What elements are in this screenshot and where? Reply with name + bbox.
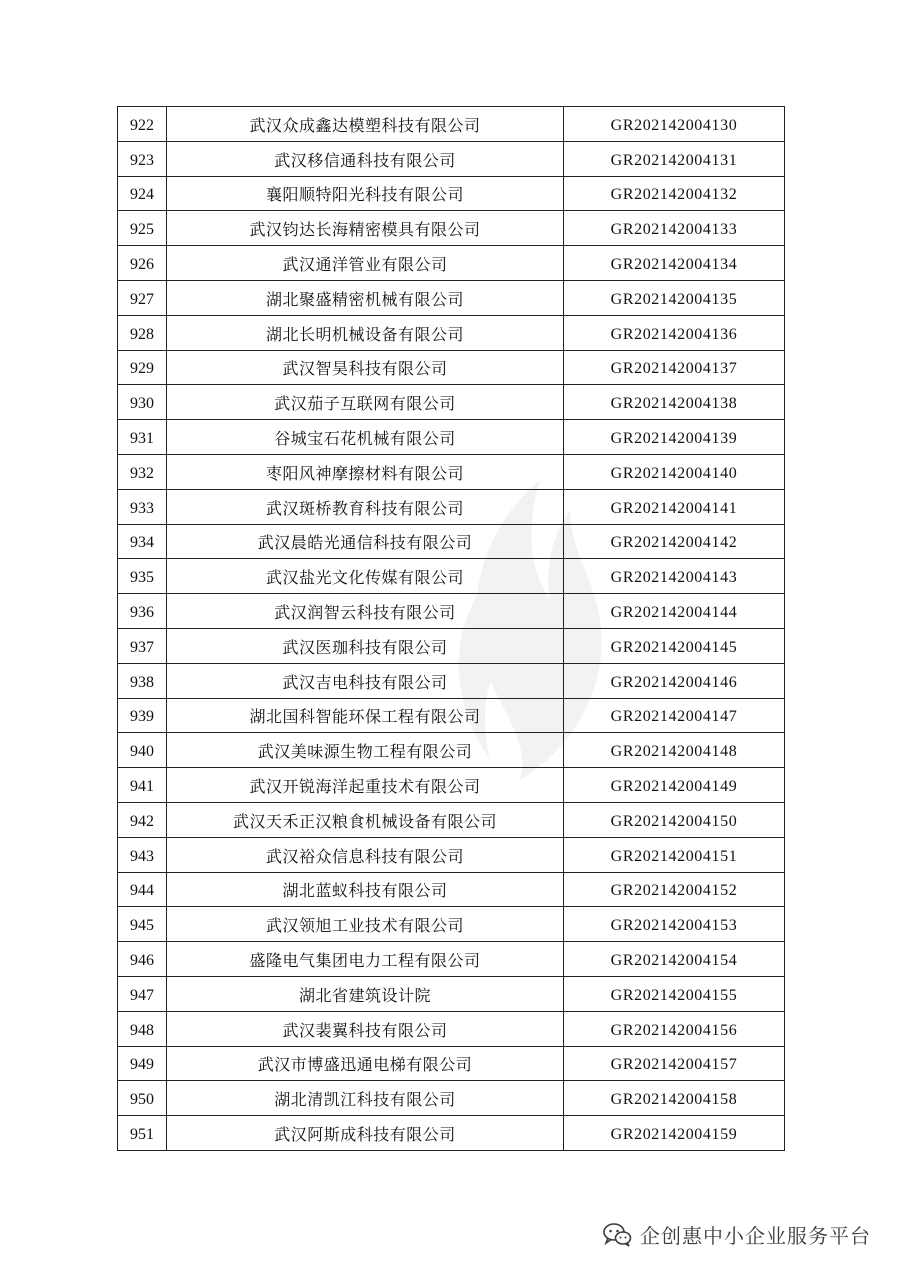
row-number-cell <box>118 280 167 315</box>
row-number-cell <box>118 698 167 733</box>
company-name-cell-text: 湖北聚盛精密机械有限公司 <box>265 289 464 309</box>
company-name-cell <box>167 176 564 211</box>
row-number-cell-text: 937 <box>130 638 154 656</box>
row-number-cell-text: 943 <box>130 847 154 865</box>
row-number-cell-text: 942 <box>130 812 154 830</box>
row-number-cell-text: 934 <box>130 534 154 552</box>
certificate-code-cell <box>564 768 785 803</box>
row-number-cell <box>118 350 167 385</box>
certificate-code-cell <box>564 837 785 872</box>
company-name-cell <box>167 107 564 142</box>
row-number-cell <box>118 454 167 489</box>
company-name-cell <box>167 802 564 837</box>
company-name-cell-text: 武汉移信通科技有限公司 <box>274 150 456 170</box>
certificate-code-cell-text: GR202142004137 <box>610 360 738 378</box>
company-name-cell-text: 武汉医珈科技有限公司 <box>282 637 448 657</box>
company-name-cell <box>167 141 564 176</box>
company-name-cell <box>167 942 564 977</box>
company-name-cell <box>167 489 564 524</box>
row-number-cell <box>118 420 167 455</box>
certificate-code-cell-text: GR202142004150 <box>610 812 738 830</box>
table-row <box>118 420 785 455</box>
certificate-code-cell <box>564 350 785 385</box>
company-name-cell <box>167 420 564 455</box>
company-name-cell <box>167 768 564 803</box>
certificate-code-cell <box>564 698 785 733</box>
certificate-code-cell <box>564 1116 785 1151</box>
row-number-cell-text: 935 <box>130 569 154 587</box>
certificate-code-cell <box>564 211 785 246</box>
row-number-cell-text: 932 <box>130 464 154 482</box>
table-row <box>118 1011 785 1046</box>
table-row <box>118 315 785 350</box>
certificate-code-cell <box>564 1081 785 1116</box>
company-name-cell <box>167 385 564 420</box>
row-number-cell-text: 950 <box>130 1091 154 1109</box>
table-row <box>118 211 785 246</box>
company-table <box>117 106 785 1151</box>
certificate-code-cell <box>564 1046 785 1081</box>
company-name-cell-text: 武汉领旭工业技术有限公司 <box>265 916 464 936</box>
certificate-code-cell-text: GR202142004144 <box>610 604 738 622</box>
certificate-code-cell <box>564 733 785 768</box>
row-number-cell-text: 941 <box>130 778 154 796</box>
row-number-cell <box>118 176 167 211</box>
table-row <box>118 176 785 211</box>
certificate-code-cell <box>564 1011 785 1046</box>
company-name-cell-text: 武汉众成鑫达模塑科技有限公司 <box>249 115 481 135</box>
company-name-cell-text: 武汉盐光文化传媒有限公司 <box>265 568 464 588</box>
certificate-code-cell-text: GR202142004141 <box>610 499 738 517</box>
company-name-cell-text: 武汉斑桥教育科技有限公司 <box>265 498 464 518</box>
table-row <box>118 385 785 420</box>
row-number-cell-text: 929 <box>130 360 154 378</box>
certificate-code-cell-text: GR202142004130 <box>610 116 738 134</box>
company-name-cell-text: 武汉晨皓光通信科技有限公司 <box>257 533 473 553</box>
row-number-cell-text: 947 <box>130 986 154 1004</box>
company-name-cell-text: 武汉天禾正汉粮食机械设备有限公司 <box>232 811 497 831</box>
company-name-cell <box>167 350 564 385</box>
certificate-code-cell-text: GR202142004132 <box>610 186 738 204</box>
row-number-cell-text: 946 <box>130 952 154 970</box>
table-row <box>118 594 785 629</box>
certificate-code-cell-text: GR202142004154 <box>610 952 738 970</box>
table-row <box>118 489 785 524</box>
brand-text: 企创惠中小企业服务平台 <box>640 1224 871 1248</box>
certificate-code-cell <box>564 246 785 281</box>
row-number-cell <box>118 976 167 1011</box>
row-number-cell <box>118 489 167 524</box>
row-number-cell-text: 944 <box>130 882 154 900</box>
company-name-cell <box>167 315 564 350</box>
certificate-code-cell-text: GR202142004145 <box>610 638 738 656</box>
certificate-code-cell-text: GR202142004159 <box>610 1126 738 1143</box>
certificate-code-cell <box>564 628 785 663</box>
table-row <box>118 350 785 385</box>
certificate-code-cell <box>564 280 785 315</box>
certificate-code-cell-text: GR202142004131 <box>610 151 738 169</box>
row-number-cell <box>118 942 167 977</box>
certificate-code-cell-text: GR202142004133 <box>610 221 738 239</box>
company-name-cell <box>167 246 564 281</box>
company-name-cell <box>167 454 564 489</box>
company-name-cell-text: 枣阳风神摩擦材料有限公司 <box>265 463 464 483</box>
company-name-cell-text: 湖北蓝蚁科技有限公司 <box>282 881 448 901</box>
company-name-cell <box>167 872 564 907</box>
certificate-code-cell-text: GR202142004155 <box>610 986 738 1004</box>
certificate-code-cell <box>564 524 785 559</box>
certificate-code-cell-text: GR202142004139 <box>610 430 738 448</box>
certificate-code-cell <box>564 802 785 837</box>
company-name-cell-text: 襄阳顺特阳光科技有限公司 <box>265 185 464 205</box>
row-number-cell <box>118 315 167 350</box>
company-name-cell <box>167 733 564 768</box>
table-row <box>118 559 785 594</box>
certificate-code-cell-text: GR202142004148 <box>610 743 738 761</box>
company-name-cell <box>167 976 564 1011</box>
company-name-cell-text: 湖北清凯江科技有限公司 <box>274 1090 456 1110</box>
company-name-cell-text: 武汉钧达长海精密模具有限公司 <box>249 220 481 240</box>
certificate-code-cell <box>564 594 785 629</box>
company-name-cell-text: 武汉智昊科技有限公司 <box>282 359 448 379</box>
row-number-cell <box>118 594 167 629</box>
company-name-cell-text: 武汉润智云科技有限公司 <box>274 603 456 623</box>
certificate-code-cell-text: GR202142004142 <box>610 534 738 552</box>
row-number-cell <box>118 1081 167 1116</box>
company-name-cell <box>167 698 564 733</box>
company-name-cell <box>167 594 564 629</box>
row-number-cell <box>118 872 167 907</box>
company-name-cell-text: 武汉阿斯成科技有限公司 <box>274 1125 456 1144</box>
row-number-cell <box>118 802 167 837</box>
company-name-cell <box>167 211 564 246</box>
row-number-cell-text: 931 <box>130 430 154 448</box>
certificate-code-cell-text: GR202142004151 <box>610 847 738 865</box>
table-row <box>118 976 785 1011</box>
company-name-cell <box>167 1011 564 1046</box>
row-number-cell <box>118 768 167 803</box>
certificate-code-cell <box>564 141 785 176</box>
certificate-code-cell-text: GR202142004135 <box>610 290 738 308</box>
row-number-cell-text: 922 <box>130 116 154 134</box>
row-number-cell <box>118 211 167 246</box>
row-number-cell-text: 945 <box>130 917 154 935</box>
table-row <box>118 663 785 698</box>
row-number-cell-text: 939 <box>130 708 154 726</box>
row-number-cell-text: 927 <box>130 290 154 308</box>
company-name-cell-text: 武汉通洋管业有限公司 <box>282 255 448 275</box>
table-row <box>118 107 785 142</box>
certificate-code-cell <box>564 489 785 524</box>
certificate-code-cell <box>564 454 785 489</box>
row-number-cell-text: 926 <box>130 256 154 274</box>
table-row <box>118 837 785 872</box>
row-number-cell <box>118 663 167 698</box>
company-name-cell <box>167 837 564 872</box>
certificate-code-cell <box>564 176 785 211</box>
row-number-cell-text: 930 <box>130 395 154 413</box>
certificate-code-cell <box>564 942 785 977</box>
company-name-cell <box>167 628 564 663</box>
certificate-code-cell-text: GR202142004136 <box>610 325 738 343</box>
company-name-cell-text: 武汉裴翼科技有限公司 <box>282 1020 448 1040</box>
row-number-cell <box>118 907 167 942</box>
row-number-cell-text: 933 <box>130 499 154 517</box>
row-number-cell <box>118 385 167 420</box>
certificate-code-cell <box>564 872 785 907</box>
table-row <box>118 802 785 837</box>
table-row <box>118 698 785 733</box>
company-name-cell-text: 武汉吉电科技有限公司 <box>282 672 448 692</box>
certificate-code-cell-text: GR202142004143 <box>610 569 738 587</box>
row-number-cell <box>118 524 167 559</box>
certificate-code-cell-text: GR202142004138 <box>610 395 738 413</box>
table-row <box>118 907 785 942</box>
table-row <box>118 768 785 803</box>
company-name-cell <box>167 907 564 942</box>
table-row <box>118 942 785 977</box>
company-name-cell <box>167 524 564 559</box>
company-name-cell <box>167 663 564 698</box>
row-number-cell <box>118 141 167 176</box>
certificate-code-cell-text: GR202142004157 <box>610 1056 738 1074</box>
company-name-cell-text: 谷城宝石花机械有限公司 <box>274 429 456 449</box>
certificate-code-cell <box>564 976 785 1011</box>
row-number-cell <box>118 1011 167 1046</box>
row-number-cell <box>118 733 167 768</box>
row-number-cell <box>118 107 167 142</box>
certificate-code-cell-text: GR202142004147 <box>610 708 738 726</box>
row-number-cell-text: 940 <box>130 743 154 761</box>
wechat-icon <box>602 1222 632 1248</box>
table-row <box>118 280 785 315</box>
certificate-code-cell <box>564 559 785 594</box>
row-number-cell <box>118 628 167 663</box>
row-number-cell-text: 923 <box>130 151 154 169</box>
table-row <box>118 141 785 176</box>
certificate-code-cell <box>564 385 785 420</box>
certificate-code-cell <box>564 663 785 698</box>
certificate-code-cell-text: GR202142004134 <box>610 256 738 274</box>
certificate-code-cell <box>564 907 785 942</box>
company-name-cell-text: 武汉美味源生物工程有限公司 <box>257 742 473 762</box>
table-row <box>118 733 785 768</box>
certificate-code-cell <box>564 315 785 350</box>
company-name-cell-text: 武汉裕众信息科技有限公司 <box>265 846 464 866</box>
company-name-cell <box>167 280 564 315</box>
certificate-code-cell-text: GR202142004149 <box>610 778 738 796</box>
row-number-cell <box>118 837 167 872</box>
row-number-cell-text: 938 <box>130 673 154 691</box>
certificate-code-cell-text: GR202142004152 <box>610 882 738 900</box>
table-row <box>118 1081 785 1116</box>
company-name-cell <box>167 1046 564 1081</box>
row-number-cell <box>118 1116 167 1151</box>
footer-brand <box>602 1220 871 1249</box>
row-number-cell-text: 951 <box>130 1126 154 1143</box>
row-number-cell-text: 924 <box>130 186 154 204</box>
certificate-code-cell-text: GR202142004153 <box>610 917 738 935</box>
row-number-cell <box>118 559 167 594</box>
row-number-cell <box>118 1046 167 1081</box>
table-row <box>118 1116 785 1151</box>
row-number-cell-text: 948 <box>130 1021 154 1039</box>
row-number-cell-text: 949 <box>130 1056 154 1074</box>
certificate-code-cell-text: GR202142004156 <box>610 1021 738 1039</box>
company-name-cell <box>167 559 564 594</box>
certificate-code-cell <box>564 420 785 455</box>
certificate-code-cell-text: GR202142004158 <box>610 1091 738 1109</box>
company-name-cell <box>167 1081 564 1116</box>
company-name-cell-text: 湖北长明机械设备有限公司 <box>265 324 464 344</box>
company-name-cell-text: 湖北国科智能环保工程有限公司 <box>249 707 481 727</box>
company-name-cell-text: 盛隆电气集团电力工程有限公司 <box>249 951 481 971</box>
row-number-cell <box>118 246 167 281</box>
company-name-cell-text: 武汉茄子互联网有限公司 <box>274 394 456 414</box>
table-row <box>118 524 785 559</box>
certificate-code-cell-text: GR202142004140 <box>610 464 738 482</box>
table-row <box>118 872 785 907</box>
row-number-cell-text: 928 <box>130 325 154 343</box>
certificate-code-cell-text: GR202142004146 <box>610 673 738 691</box>
table-row <box>118 454 785 489</box>
company-name-cell-text: 武汉开锐海洋起重技术有限公司 <box>249 777 481 797</box>
company-name-cell-text: 湖北省建筑设计院 <box>298 985 431 1005</box>
company-name-cell <box>167 1116 564 1151</box>
table-row <box>118 628 785 663</box>
table-row <box>118 246 785 281</box>
row-number-cell-text: 925 <box>130 221 154 239</box>
table-row <box>118 1046 785 1081</box>
certificate-code-cell <box>564 107 785 142</box>
company-name-cell-text: 武汉市博盛迅通电梯有限公司 <box>257 1055 473 1075</box>
row-number-cell-text: 936 <box>130 604 154 622</box>
